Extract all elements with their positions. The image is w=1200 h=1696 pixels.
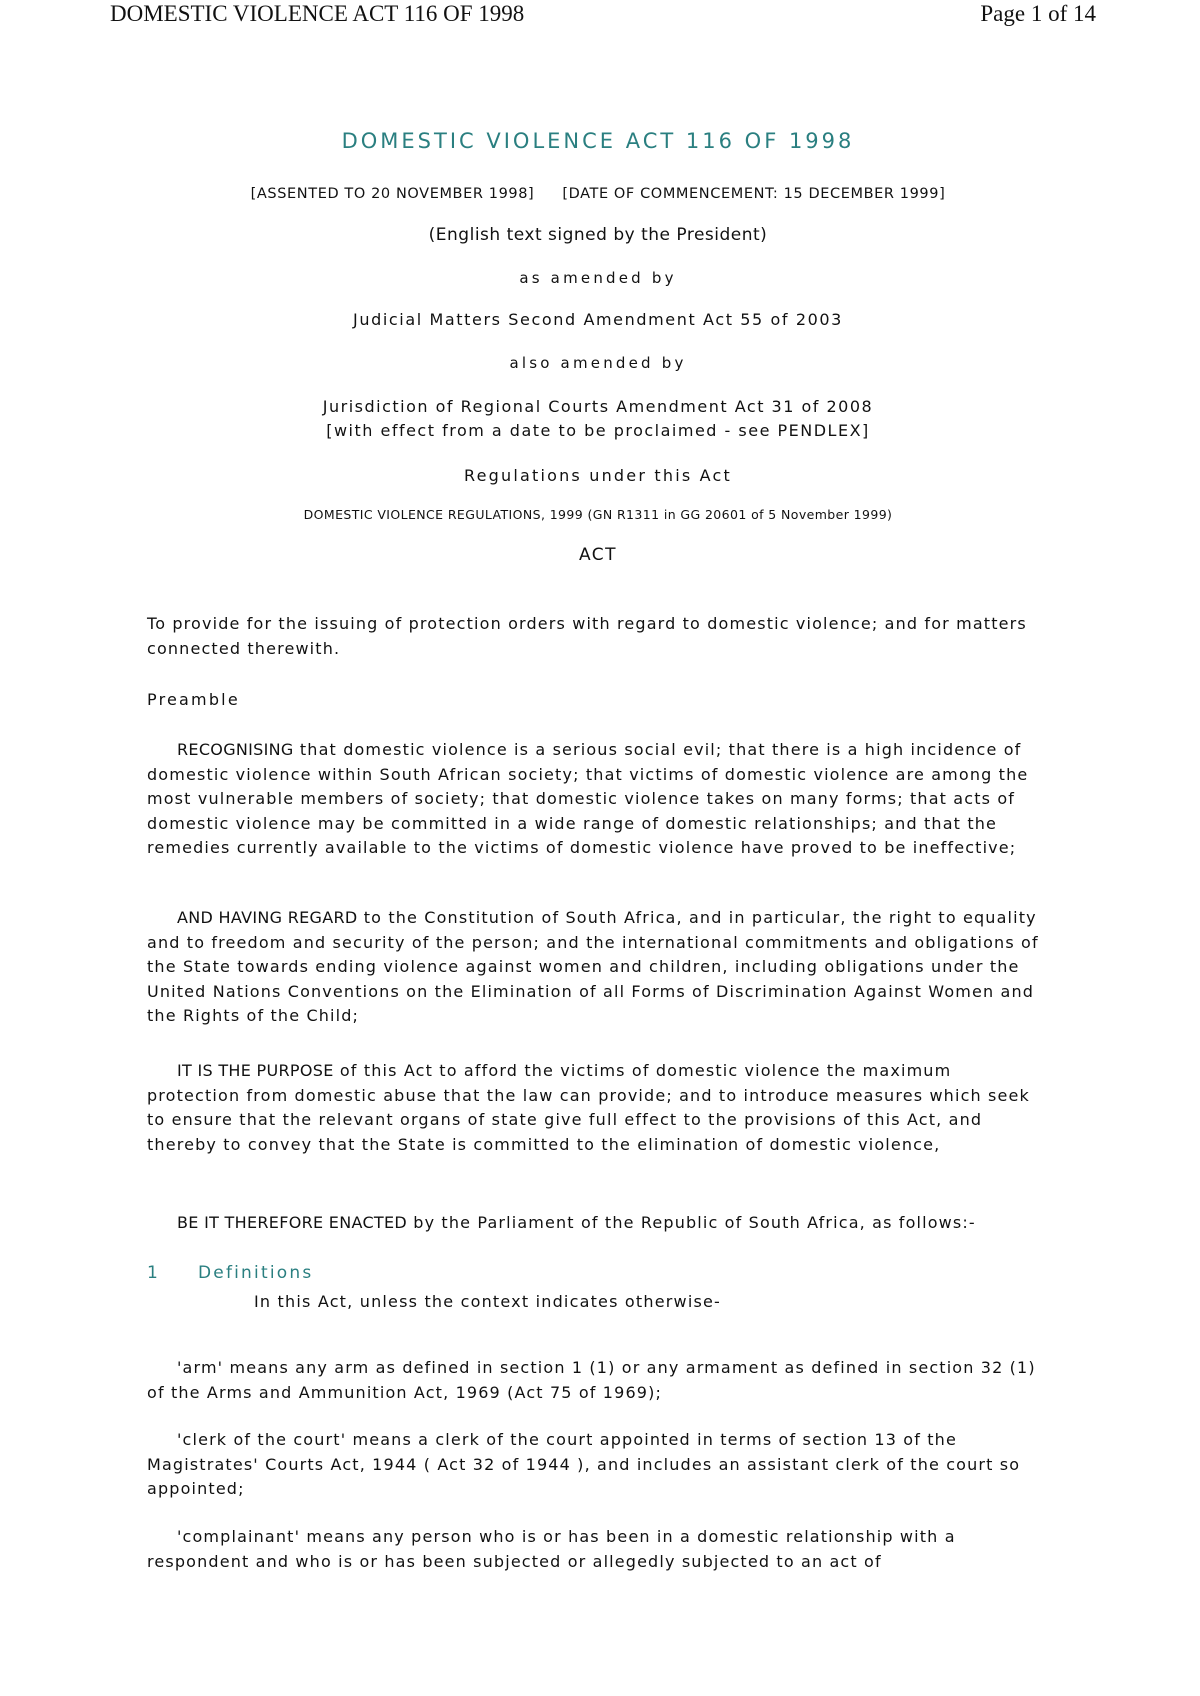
section-1-heading (147, 1262, 1049, 1284)
act-label: ACT (578, 545, 618, 565)
amended-by-label: as amended by (519, 269, 677, 287)
assented-date: [ASSENTED TO 20 NOVEMBER 1998] (250, 186, 535, 202)
commencement-date: [DATE OF COMMENCEMENT: 15 DECEMBER 1999] (562, 186, 946, 202)
running-header (0, 0, 1200, 30)
purpose-keyword: IT IS THE PURPOSE (177, 1061, 334, 1080)
enacted-keyword: BE IT THEREFORE ENACTED (177, 1213, 408, 1232)
long-title: To provide for the issuing of protection orders with regard to domestic violence; and for matters connected therewith. (147, 614, 1027, 658)
preamble-purpose (147, 1059, 1049, 1157)
having-regard-text: to the Constitution of South Africa, and in particular, the right to equality and to freedom and security of the person; and the international commitments and obligations of the State towards ending violence against women and children, including obligations under the United Nations Conventions on the Elimination of all Forms of Discrimination Against Women and the Rights of the Child; (147, 908, 1039, 1026)
enacting-clause (147, 1211, 1049, 1236)
recognising-keyword: RECOGNISING (177, 740, 294, 759)
purpose-text: of this Act to afford the victims of domestic violence the maximum protection from domestic abuse that the law can provide; and to introduce measures which seek to ensure that the relevant organs of state give full effect to the provisions of this Act, and thereby to convey that the State is committed to the elimination of domestic violence, (147, 1061, 1030, 1154)
preamble-recognising (147, 738, 1049, 861)
amending-act-2: Jurisdiction of Regional Courts Amendment Act 31 of 2008 (322, 397, 874, 416)
amending-act-1: Judicial Matters Second Amendment Act 55 of 2003 (353, 310, 843, 329)
preamble-having-regard (147, 906, 1049, 1029)
definition-clerk-of-the-court: 'clerk of the court' means a clerk of the court appointed in terms of section 13 of the Magistrates' Courts Act, 1944 ( Act 32 of 1944 ), and includes an assistant clerk of the court so appointed; (147, 1430, 1021, 1499)
amending-act-2-note: [with effect from a date to be proclaimed - see PENDLEX] (326, 421, 870, 440)
also-amended-by-label: also amended by (509, 354, 687, 372)
preamble-label: Preamble (147, 690, 240, 709)
page-number: Page 1 of 14 (980, 1, 1096, 26)
definition-complainant: 'complainant' means any person who is or has been in a domestic relationship with a respondent and who is or has been subjected or allegedly subjected to an act of (147, 1527, 956, 1571)
signed-note: (English text signed by the President) (428, 225, 768, 245)
having-regard-keyword: AND HAVING REGARD (177, 908, 358, 927)
section-number: 1 (147, 1263, 161, 1283)
running-header-title: DOMESTIC VIOLENCE ACT 116 OF 1998 (110, 1, 525, 26)
enacted-text: by the Parliament of the Republic of South Africa, as follows:- (407, 1213, 976, 1232)
definition-arm: 'arm' means any arm as defined in section 1 (1) or any armament as defined in section 32 (1) of the Arms and Ammunition Act, 1969 (Act 75 of 1969); (147, 1358, 1036, 1402)
section-title: Definitions (198, 1263, 314, 1283)
recognising-text: that domestic violence is a serious social evil; that there is a high incidence of domestic violence within South African society; that victims of domestic violence are among the most vulnerable members of society; that domestic violence takes on many forms; that acts of domestic violence may be committed in a wide range of domestic relationships; and that the remedies currently available to the victims of domestic violence have proved to be ineffective; (147, 740, 1029, 858)
regulations-label: Regulations under this Act (463, 466, 733, 485)
document-title: DOMESTIC VIOLENCE ACT 116 OF 1998 (341, 129, 855, 153)
section-1-intro: In this Act, unless the context indicates otherwise- (254, 1292, 722, 1311)
assent-line (147, 184, 1049, 204)
regulations-item: DOMESTIC VIOLENCE REGULATIONS, 1999 (GN R1311 in GG 20601 of 5 November 1999) (303, 507, 893, 522)
